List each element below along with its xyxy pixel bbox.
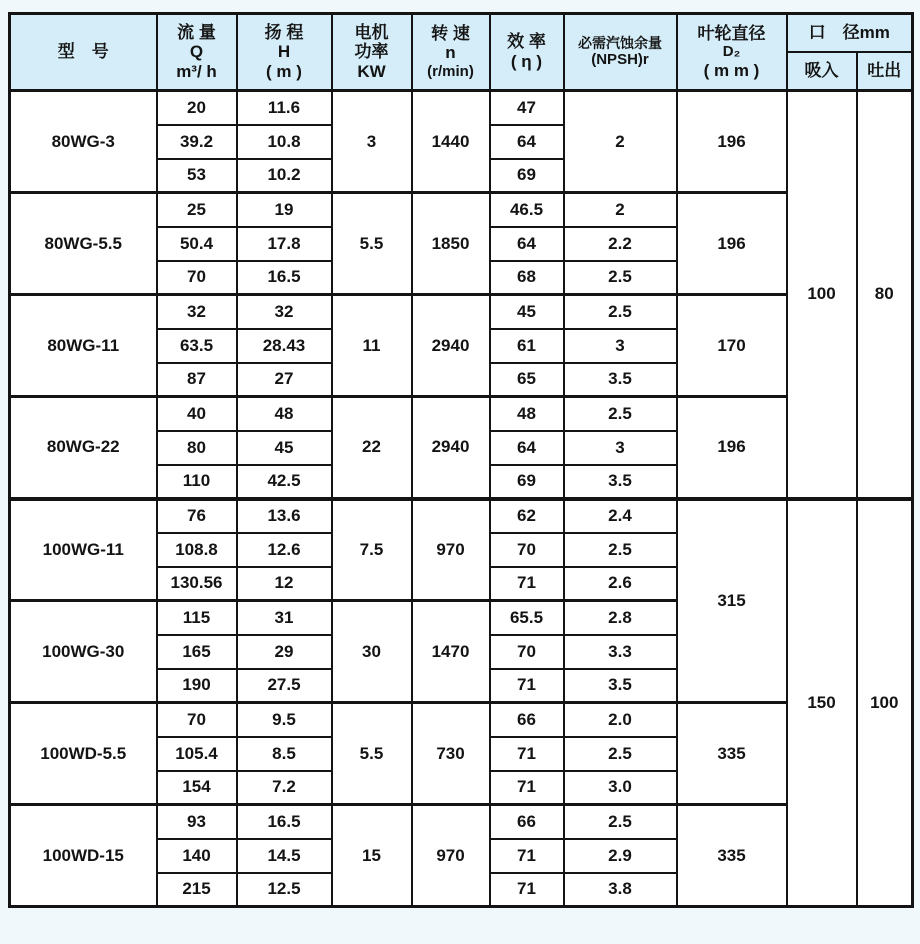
speed-cell: 970: [412, 499, 490, 601]
head-cell: 12: [237, 567, 332, 601]
power-cell: 5.5: [332, 193, 412, 295]
model-cell: 80WG-22: [10, 397, 157, 499]
bore-header: [787, 14, 913, 53]
flow-cell: 25: [157, 193, 237, 227]
efficiency-cell: 64: [490, 431, 564, 465]
npsh-cell: 2.5: [564, 261, 677, 295]
npsh-cell: 2.6: [564, 567, 677, 601]
head-cell: 10.2: [237, 159, 332, 193]
npsh-cell: 3.8: [564, 873, 677, 907]
flow-cell: 140: [157, 839, 237, 873]
speed-cell: 2940: [412, 295, 490, 397]
power-cell: 5.5: [332, 703, 412, 805]
header-row-1: [10, 14, 913, 53]
npsh-cell: 2.5: [564, 397, 677, 431]
flow-cell: 50.4: [157, 227, 237, 261]
model-cell: 80WG-11: [10, 295, 157, 397]
efficiency-cell: 66: [490, 805, 564, 839]
suction-header: 吸入: [787, 52, 857, 91]
head-cell: 28.43: [237, 329, 332, 363]
flow-header: [157, 14, 237, 91]
npsh-cell: 2.0: [564, 703, 677, 737]
head-cell: 27.5: [237, 669, 332, 703]
npsh-cell: 3.0: [564, 771, 677, 805]
efficiency-cell: 61: [490, 329, 564, 363]
efficiency-cell: 70: [490, 533, 564, 567]
impeller-cell: 315: [677, 499, 787, 703]
efficiency-cell: 71: [490, 839, 564, 873]
npsh-cell: 3: [564, 431, 677, 465]
efficiency-cell: 70: [490, 635, 564, 669]
head-cell: 8.5: [237, 737, 332, 771]
power-cell: 30: [332, 601, 412, 703]
flow-cell: 76: [157, 499, 237, 533]
head-cell: 16.5: [237, 261, 332, 295]
table-row: [10, 499, 913, 533]
speed-header-line1: 转 速: [431, 23, 470, 43]
discharge-header: 吐出: [857, 52, 913, 91]
model-cell: 100WG-30: [10, 601, 157, 703]
flow-cell: 165: [157, 635, 237, 669]
efficiency-cell: 62: [490, 499, 564, 533]
flow-cell: 108.8: [157, 533, 237, 567]
flow-cell: 32: [157, 295, 237, 329]
flow-cell: 110: [157, 465, 237, 499]
speed-cell: 1440: [412, 91, 490, 193]
table-row: [10, 295, 913, 329]
efficiency-cell: 71: [490, 567, 564, 601]
flow-cell: 105.4: [157, 737, 237, 771]
npsh-cell: 2.5: [564, 805, 677, 839]
table-row: [10, 397, 913, 431]
head-cell: 42.5: [237, 465, 332, 499]
flow-cell: 20: [157, 91, 237, 125]
efficiency-cell: 65.5: [490, 601, 564, 635]
head-cell: 29: [237, 635, 332, 669]
power-cell: 3: [332, 91, 412, 193]
suction-bore-cell: 150: [787, 499, 857, 907]
head-cell: 7.2: [237, 771, 332, 805]
head-cell: 12.6: [237, 533, 332, 567]
model-header: [10, 14, 157, 91]
npsh-cell: 3.5: [564, 669, 677, 703]
head-header-line1: 扬 程: [264, 22, 304, 42]
flow-cell: 80: [157, 431, 237, 465]
head-cell: 10.8: [237, 125, 332, 159]
npsh-cell: 2.5: [564, 533, 677, 567]
table-row: [10, 91, 913, 125]
power-cell: 22: [332, 397, 412, 499]
speed-cell: 2940: [412, 397, 490, 499]
impeller-header-line2: D₂: [722, 43, 741, 61]
flow-cell: 63.5: [157, 329, 237, 363]
table-header: [10, 14, 913, 91]
table-row: [10, 703, 913, 737]
npsh-cell: 3.3: [564, 635, 677, 669]
power-header-line3: KW: [357, 61, 386, 81]
efficiency-cell: 48: [490, 397, 564, 431]
flow-cell: 70: [157, 261, 237, 295]
efficiency-header: [490, 14, 564, 91]
head-header-line3: ( m ): [266, 61, 302, 81]
model-cell: 100WG-11: [10, 499, 157, 601]
model-cell: 100WD-15: [10, 805, 157, 907]
npsh-cell: 2.5: [564, 737, 677, 771]
speed-cell: 970: [412, 805, 490, 907]
flow-header-line3: m³/ h: [176, 61, 217, 81]
efficiency-header-line1: 效 率: [507, 32, 546, 52]
power-cell: 7.5: [332, 499, 412, 601]
model-cell: 100WD-5.5: [10, 703, 157, 805]
flow-cell: 190: [157, 669, 237, 703]
power-cell: 15: [332, 805, 412, 907]
efficiency-cell: 66: [490, 703, 564, 737]
head-cell: 14.5: [237, 839, 332, 873]
power-header-line2: 功率: [354, 42, 389, 62]
pump-spec-table: [8, 12, 914, 908]
npsh-cell: 3.5: [564, 363, 677, 397]
speed-cell: 1470: [412, 601, 490, 703]
efficiency-cell: 71: [490, 669, 564, 703]
model-header-label: 型 号: [57, 42, 109, 62]
npsh-cell: 3: [564, 329, 677, 363]
table-body: [10, 91, 913, 907]
head-cell: 12.5: [237, 873, 332, 907]
flow-cell: 53: [157, 159, 237, 193]
power-cell: 11: [332, 295, 412, 397]
npsh-cell: 2.8: [564, 601, 677, 635]
efficiency-cell: 71: [490, 873, 564, 907]
efficiency-cell: 45: [490, 295, 564, 329]
impeller-cell: 196: [677, 193, 787, 295]
discharge-bore-cell: 100: [857, 499, 913, 907]
efficiency-cell: 71: [490, 771, 564, 805]
head-cell: 11.6: [237, 91, 332, 125]
head-header: [237, 14, 332, 91]
head-cell: 17.8: [237, 227, 332, 261]
head-cell: 45: [237, 431, 332, 465]
impeller-header: [677, 14, 787, 91]
impeller-cell: 196: [677, 91, 787, 193]
impeller-cell: 170: [677, 295, 787, 397]
efficiency-cell: 69: [490, 465, 564, 499]
suction-bore-cell: 100: [787, 91, 857, 499]
efficiency-cell: 64: [490, 227, 564, 261]
npsh-cell: 3.5: [564, 465, 677, 499]
head-cell: 31: [237, 601, 332, 635]
npsh-cell: 2: [564, 91, 677, 193]
efficiency-cell: 71: [490, 737, 564, 771]
flow-cell: 154: [157, 771, 237, 805]
flow-cell: 115: [157, 601, 237, 635]
speed-header: [412, 14, 490, 91]
npsh-cell: 2.5: [564, 295, 677, 329]
flow-cell: 70: [157, 703, 237, 737]
head-cell: 19: [237, 193, 332, 227]
flow-cell: 215: [157, 873, 237, 907]
speed-cell: 1850: [412, 193, 490, 295]
impeller-header-line1: 叶轮直径: [697, 23, 766, 43]
npsh-cell: 2.2: [564, 227, 677, 261]
npsh-header: [564, 14, 677, 91]
head-cell: 32: [237, 295, 332, 329]
speed-header-line3: (r/min): [427, 62, 474, 80]
npsh-cell: 2.4: [564, 499, 677, 533]
head-cell: 13.6: [237, 499, 332, 533]
efficiency-cell: 47: [490, 91, 564, 125]
bore-header-label: 口 径mm: [808, 23, 890, 43]
npsh-cell: 2.9: [564, 839, 677, 873]
table-row: [10, 805, 913, 839]
efficiency-header-line2: ( η ): [510, 52, 543, 71]
impeller-header-line3: ( m m ): [703, 60, 760, 80]
flow-cell: 93: [157, 805, 237, 839]
flow-header-line2: Q: [189, 42, 204, 62]
flow-cell: 130.56: [157, 567, 237, 601]
efficiency-cell: 65: [490, 363, 564, 397]
npsh-header-line1: 必需汽蚀余量: [578, 35, 662, 52]
flow-cell: 39.2: [157, 125, 237, 159]
flow-cell: 40: [157, 397, 237, 431]
power-header: [332, 14, 412, 91]
impeller-cell: 196: [677, 397, 787, 499]
flow-header-line1: 流 量: [177, 22, 216, 42]
efficiency-cell: 64: [490, 125, 564, 159]
head-header-line2: H: [277, 42, 291, 62]
impeller-cell: 335: [677, 703, 787, 805]
model-cell: 80WG-3: [10, 91, 157, 193]
table-row: [10, 193, 913, 227]
npsh-cell: 2: [564, 193, 677, 227]
model-cell: 80WG-5.5: [10, 193, 157, 295]
head-cell: 48: [237, 397, 332, 431]
speed-cell: 730: [412, 703, 490, 805]
efficiency-cell: 68: [490, 261, 564, 295]
head-cell: 9.5: [237, 703, 332, 737]
power-header-line1: 电机: [354, 22, 389, 42]
speed-header-line2: n: [445, 43, 456, 63]
npsh-header-line2: (NPSH)r: [591, 51, 649, 69]
head-cell: 27: [237, 363, 332, 397]
flow-cell: 87: [157, 363, 237, 397]
efficiency-cell: 69: [490, 159, 564, 193]
impeller-cell: 335: [677, 805, 787, 907]
head-cell: 16.5: [237, 805, 332, 839]
efficiency-cell: 46.5: [490, 193, 564, 227]
discharge-bore-cell: 80: [857, 91, 913, 499]
